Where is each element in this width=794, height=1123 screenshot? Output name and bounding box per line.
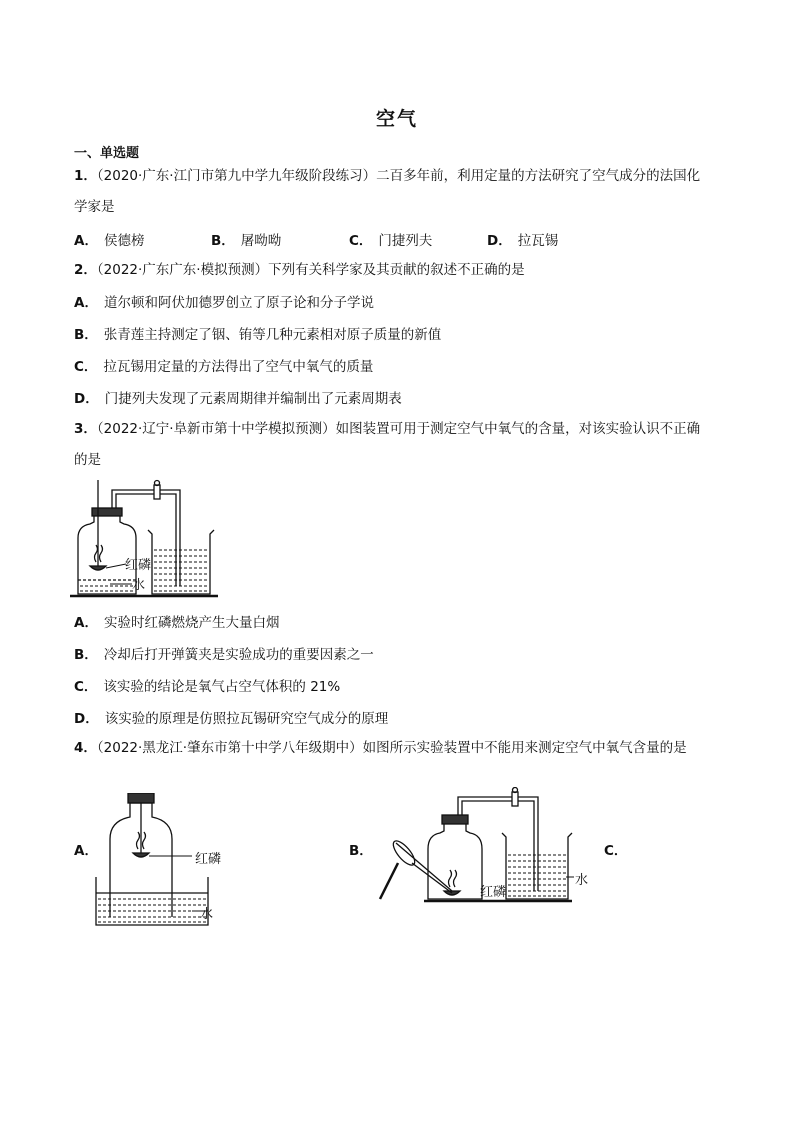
question-4-option-b[interactable]: B． xyxy=(349,843,373,859)
label-red-phosphorus: 红磷 xyxy=(125,558,152,573)
bottle-outline xyxy=(78,514,136,594)
combustion-spoon xyxy=(90,566,106,570)
question-2-option-b[interactable]: B． 张青莲主持测定了铟、铕等几种元素相对原子质量的新值 xyxy=(74,327,442,343)
question-4-a-label-water: 水 xyxy=(200,907,214,922)
question-4-line1 xyxy=(74,738,687,758)
question-3-apparatus-figure xyxy=(70,478,230,600)
question-4-b-label-red-phosphorus: 红磷 xyxy=(480,885,507,900)
question-4-option-b-figure xyxy=(374,787,580,907)
stopper xyxy=(92,508,122,516)
question-2-stem: （2022·广东广东·模拟预测）下列有关科学家及其贡献的叙述不正确的是 xyxy=(96,262,525,278)
question-3-option-d[interactable]: D． 该实验的原理是仿照拉瓦锡研究空气成分的原理 xyxy=(74,711,389,727)
question-3-line1 xyxy=(74,419,700,439)
water-trough xyxy=(96,877,208,925)
question-1-line2: 学家是 xyxy=(74,199,115,215)
combustion-spoon xyxy=(133,853,149,857)
question-3-number: 3． xyxy=(74,421,97,437)
question-1-option-a[interactable]: A． 侯德榜 xyxy=(74,233,145,249)
question-4-option-a[interactable]: A． xyxy=(74,843,98,859)
question-2-line1 xyxy=(74,260,525,280)
question-3-option-c[interactable]: C． 该实验的结论是氧气占空气体积的 21% xyxy=(74,679,341,695)
question-3-line2: 的是 xyxy=(74,452,101,468)
beaker xyxy=(502,833,572,899)
question-1-option-d[interactable]: D． 拉瓦锡 xyxy=(487,233,559,249)
spring-clamp xyxy=(154,485,160,499)
spring-clamp xyxy=(512,792,518,806)
page-title: 空气 xyxy=(375,108,418,130)
question-4-b-label-water: 水 xyxy=(575,873,589,888)
smoke xyxy=(95,545,98,562)
lens-handle xyxy=(380,863,398,899)
question-4-option-c[interactable]: C． xyxy=(604,843,628,859)
bottle-outline xyxy=(428,823,482,899)
question-1-line1 xyxy=(74,166,700,186)
question-2-option-c[interactable]: C． 拉瓦锡用定量的方法得出了空气中氧气的质量 xyxy=(74,359,374,375)
question-1-option-b[interactable]: B． 屠呦呦 xyxy=(211,233,282,249)
question-1-option-c[interactable]: C． 门捷列夫 xyxy=(349,233,433,249)
question-2-option-a[interactable]: A． 道尔顿和阿伏加德罗创立了原子论和分子学说 xyxy=(74,295,374,311)
question-3-option-a[interactable]: A． 实验时红磷燃烧产生大量白烟 xyxy=(74,615,280,631)
label-water: 水 xyxy=(132,578,146,593)
question-1-stem: （2020·广东·江门市第九中学九年级阶段练习）二百多年前，利用定量的方法研究了空气成分的法国化 xyxy=(96,168,701,184)
question-4-number: 4． xyxy=(74,740,97,756)
question-3-option-b[interactable]: B． 冷却后打开弹簧夹是实验成功的重要因素之一 xyxy=(74,647,374,663)
question-4-a-label-red-phosphorus: 红磷 xyxy=(195,852,222,867)
question-1-number: 1． xyxy=(74,168,97,184)
question-4-stem: （2022·黑龙江·肇东市第十中学八年级期中）如图所示实验装置中不能用来测定空气中氧气含量的是 xyxy=(96,740,687,756)
question-3-stem: （2022·辽宁·阜新市第十中学模拟预测）如图装置可用于测定空气中氧气的含量，对该实验认识不正确 xyxy=(96,421,701,437)
question-2-number: 2． xyxy=(74,262,97,278)
question-2-option-d[interactable]: D． 门捷列夫发现了元素周期律并编制出了元素周期表 xyxy=(74,391,402,407)
section-heading: 一、单选题 xyxy=(74,146,140,161)
